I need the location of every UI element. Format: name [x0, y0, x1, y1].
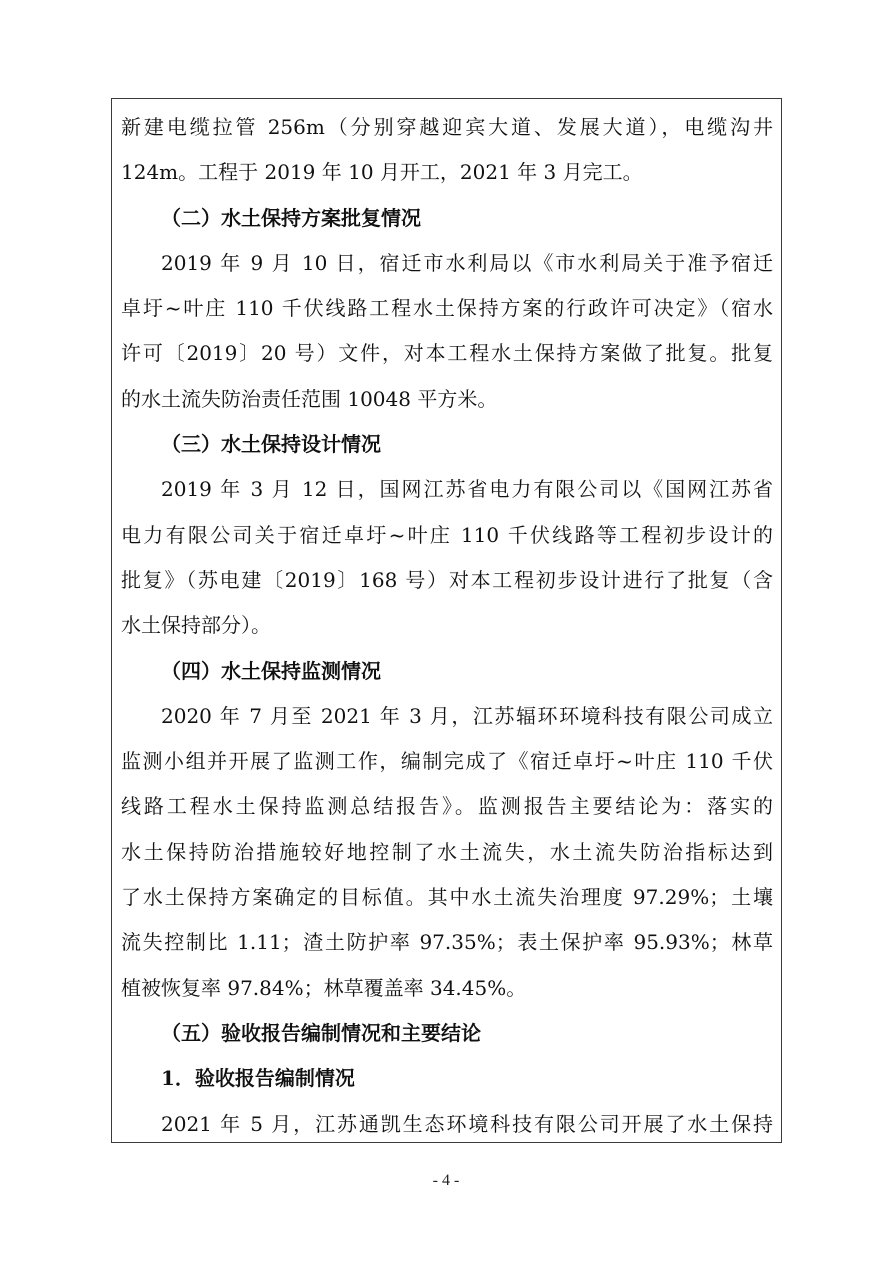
body-line-1: 新建电缆拉管 256m（分别穿越迎宾大道、发展大道），电缆沟井: [121, 115, 773, 139]
body-line-monitoring-2: 监测小组并开展了监测工作，编制完成了《宿迁卓圩~叶庄 110 千伏: [121, 749, 773, 774]
body-line-approval-3: 许可〔2019〕20 号）文件，对本工程水土保持方案做了批复。批复: [121, 341, 773, 366]
body-line-monitoring-3: 线路工程水土保持监测总结报告》。监测报告主要结论为：落实的: [121, 794, 773, 819]
body-line-monitoring-7: 植被恢复率 97.84%；林草覆盖率 34.45%。: [121, 975, 527, 1000]
content-frame: [111, 98, 782, 1143]
page-number: - 4 -: [432, 1172, 460, 1189]
section-heading-design: （三）水土保持设计情况: [161, 432, 381, 457]
body-line-2: 124m。工程于 2019 年 10 月开工，2021 年 3 月完工。: [121, 160, 643, 185]
body-line-design-2: 电力有限公司关于宿迁卓圩~叶庄 110 千伏线路等工程初步设计的: [121, 522, 773, 547]
body-line-monitoring-5: 了水土保持方案确定的目标值。其中水土流失治理度 97.29%；土壤: [121, 885, 773, 910]
body-line-monitoring-6: 流失控制比 1.11；渣土防护率 97.35%；表土保护率 95.93%；林草: [121, 930, 773, 955]
body-line-approval-2: 卓圩~叶庄 110 千伏线路工程水土保持方案的行政许可决定》（宿水: [121, 296, 773, 321]
body-line-design-4: 水土保持部分）。: [121, 613, 271, 638]
document-body: [121, 105, 773, 1143]
body-line-approval-1: 2019 年 9 月 10 日，宿迁市水利局以《市水利局关于准予宿迁: [161, 250, 773, 275]
section-heading-approval: （二）水土保持方案批复情况: [161, 205, 421, 230]
section-heading-acceptance: （五）验收报告编制情况和主要结论: [161, 1020, 481, 1045]
body-line-report-1: 2021 年 5 月，江苏通凯生态环境科技有限公司开展了水土保持: [161, 1111, 773, 1136]
section-heading-monitoring: （四）水土保持监测情况: [161, 658, 381, 683]
body-line-design-3: 批复》（苏电建〔2019〕168 号）对本工程初步设计进行了批复（含: [121, 567, 773, 592]
subsection-heading-report: 1．验收报告编制情况: [161, 1066, 355, 1091]
body-line-monitoring-1: 2020 年 7 月至 2021 年 3 月，江苏辐环环境科技有限公司成立: [161, 703, 773, 728]
body-line-approval-4: 的水土流失防治责任范围 10048 平方米。: [121, 386, 498, 411]
body-line-monitoring-4: 水土保持防治措施较好地控制了水土流失，水土流失防治指标达到: [121, 839, 773, 864]
body-line-design-1: 2019 年 3 月 12 日，国网江苏省电力有限公司以《国网江苏省: [161, 477, 773, 502]
